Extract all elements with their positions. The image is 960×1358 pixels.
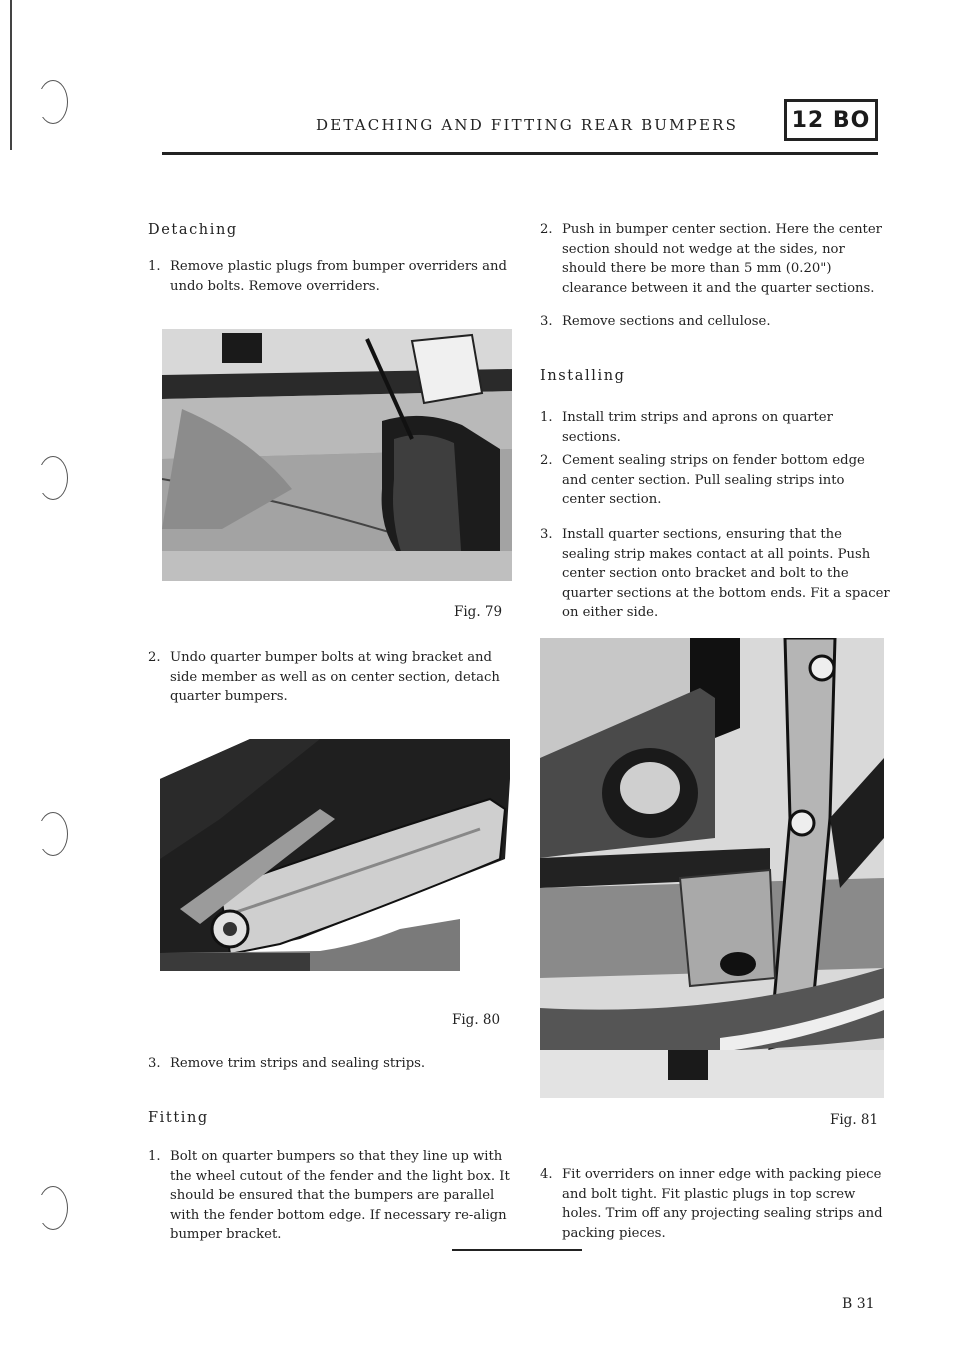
step-text: Remove trim strips and sealing strips. (170, 1056, 426, 1071)
center-section-bracket-illustration (540, 638, 884, 1098)
detaching-step-2b (540, 220, 890, 298)
installing-step-3 (540, 525, 890, 623)
figure-80-caption: Fig. 80 (452, 1012, 501, 1028)
installing-step-4 (540, 1165, 890, 1243)
step-text: Bolt on quarter bumpers so that they line up with the wheel cutout of the fender and the light box. It should be ensured that the bumpers are parallel with the fender bottom edge. If necessary re-align bumper bracket. (170, 1149, 510, 1242)
binder-hole (38, 812, 68, 856)
installing-step-2 (540, 451, 890, 510)
step-number: 3. (540, 527, 553, 542)
step-number: 1. (540, 410, 553, 425)
detaching-step-3b (540, 312, 890, 332)
step-text: Remove sections and cellulose. (562, 314, 771, 329)
installing-step-1 (540, 408, 892, 447)
step-text: Push in bumper center section. Here the center section should not wedge at the sides, nor should there be more than 5 mm (0.20") clearance between it and the quarter sections. (562, 222, 882, 296)
step-number: 2. (540, 222, 553, 237)
step-text: Install quarter sections, ensuring that the sealing strip makes contact at all points. Push center section onto bracket and bolt to the quarter sections at the bottom ends. Fit a spacer on either side. (562, 527, 890, 620)
figure-79-caption: Fig. 79 (454, 604, 503, 620)
step-number: 3. (148, 1056, 161, 1071)
figure-81-photo (540, 638, 884, 1098)
figure-80-photo (160, 739, 510, 971)
binder-hole (38, 1186, 68, 1230)
detaching-step-2 (148, 648, 520, 707)
figure-79-photo (162, 329, 512, 581)
step-text: Undo quarter bumper bolts at wing bracket and side member as well as on center section, detach quarter bumpers. (170, 650, 500, 704)
step-number: 4. (540, 1167, 553, 1182)
margin-line (10, 0, 12, 150)
fitting-step-1 (148, 1147, 520, 1245)
detaching-heading: Detaching (148, 222, 238, 238)
header-rule (162, 152, 878, 155)
footer-rule (452, 1249, 582, 1251)
step-number: 2. (148, 650, 161, 665)
section-code: 12 BO (791, 107, 871, 133)
step-text: Install trim strips and aprons on quarter sections. (562, 410, 833, 445)
page-title: DETACHING AND FITTING REAR BUMPERS (316, 116, 739, 134)
quarter-bumper-illustration (160, 739, 510, 971)
step-text: Cement sealing strips on fender bottom edge and center section. Pull sealing strips into center section. (562, 453, 865, 507)
binder-hole (38, 456, 68, 500)
detaching-step-3 (148, 1054, 520, 1074)
installing-heading: Installing (540, 368, 626, 384)
section-code-box (784, 99, 878, 141)
page-number: B 31 (842, 1296, 875, 1312)
step-number: 1. (148, 1149, 161, 1164)
rear-bumper-overrider-illustration (162, 329, 512, 581)
step-text: Fit overriders on inner edge with packing piece and bolt tight. Fit plastic plugs in top screw holes. Trim off any projecting sealing strips and packing pieces. (562, 1167, 883, 1241)
fitting-heading: Fitting (148, 1110, 209, 1126)
step-number: 2. (540, 453, 553, 468)
step-number: 3. (540, 314, 553, 329)
step-number: 1. (148, 259, 161, 274)
binder-hole (38, 80, 68, 124)
step-text: Remove plastic plugs from bumper overriders and undo bolts. Remove overriders. (170, 259, 507, 294)
detaching-step-1 (148, 257, 520, 296)
figure-81-caption: Fig. 81 (830, 1112, 879, 1128)
